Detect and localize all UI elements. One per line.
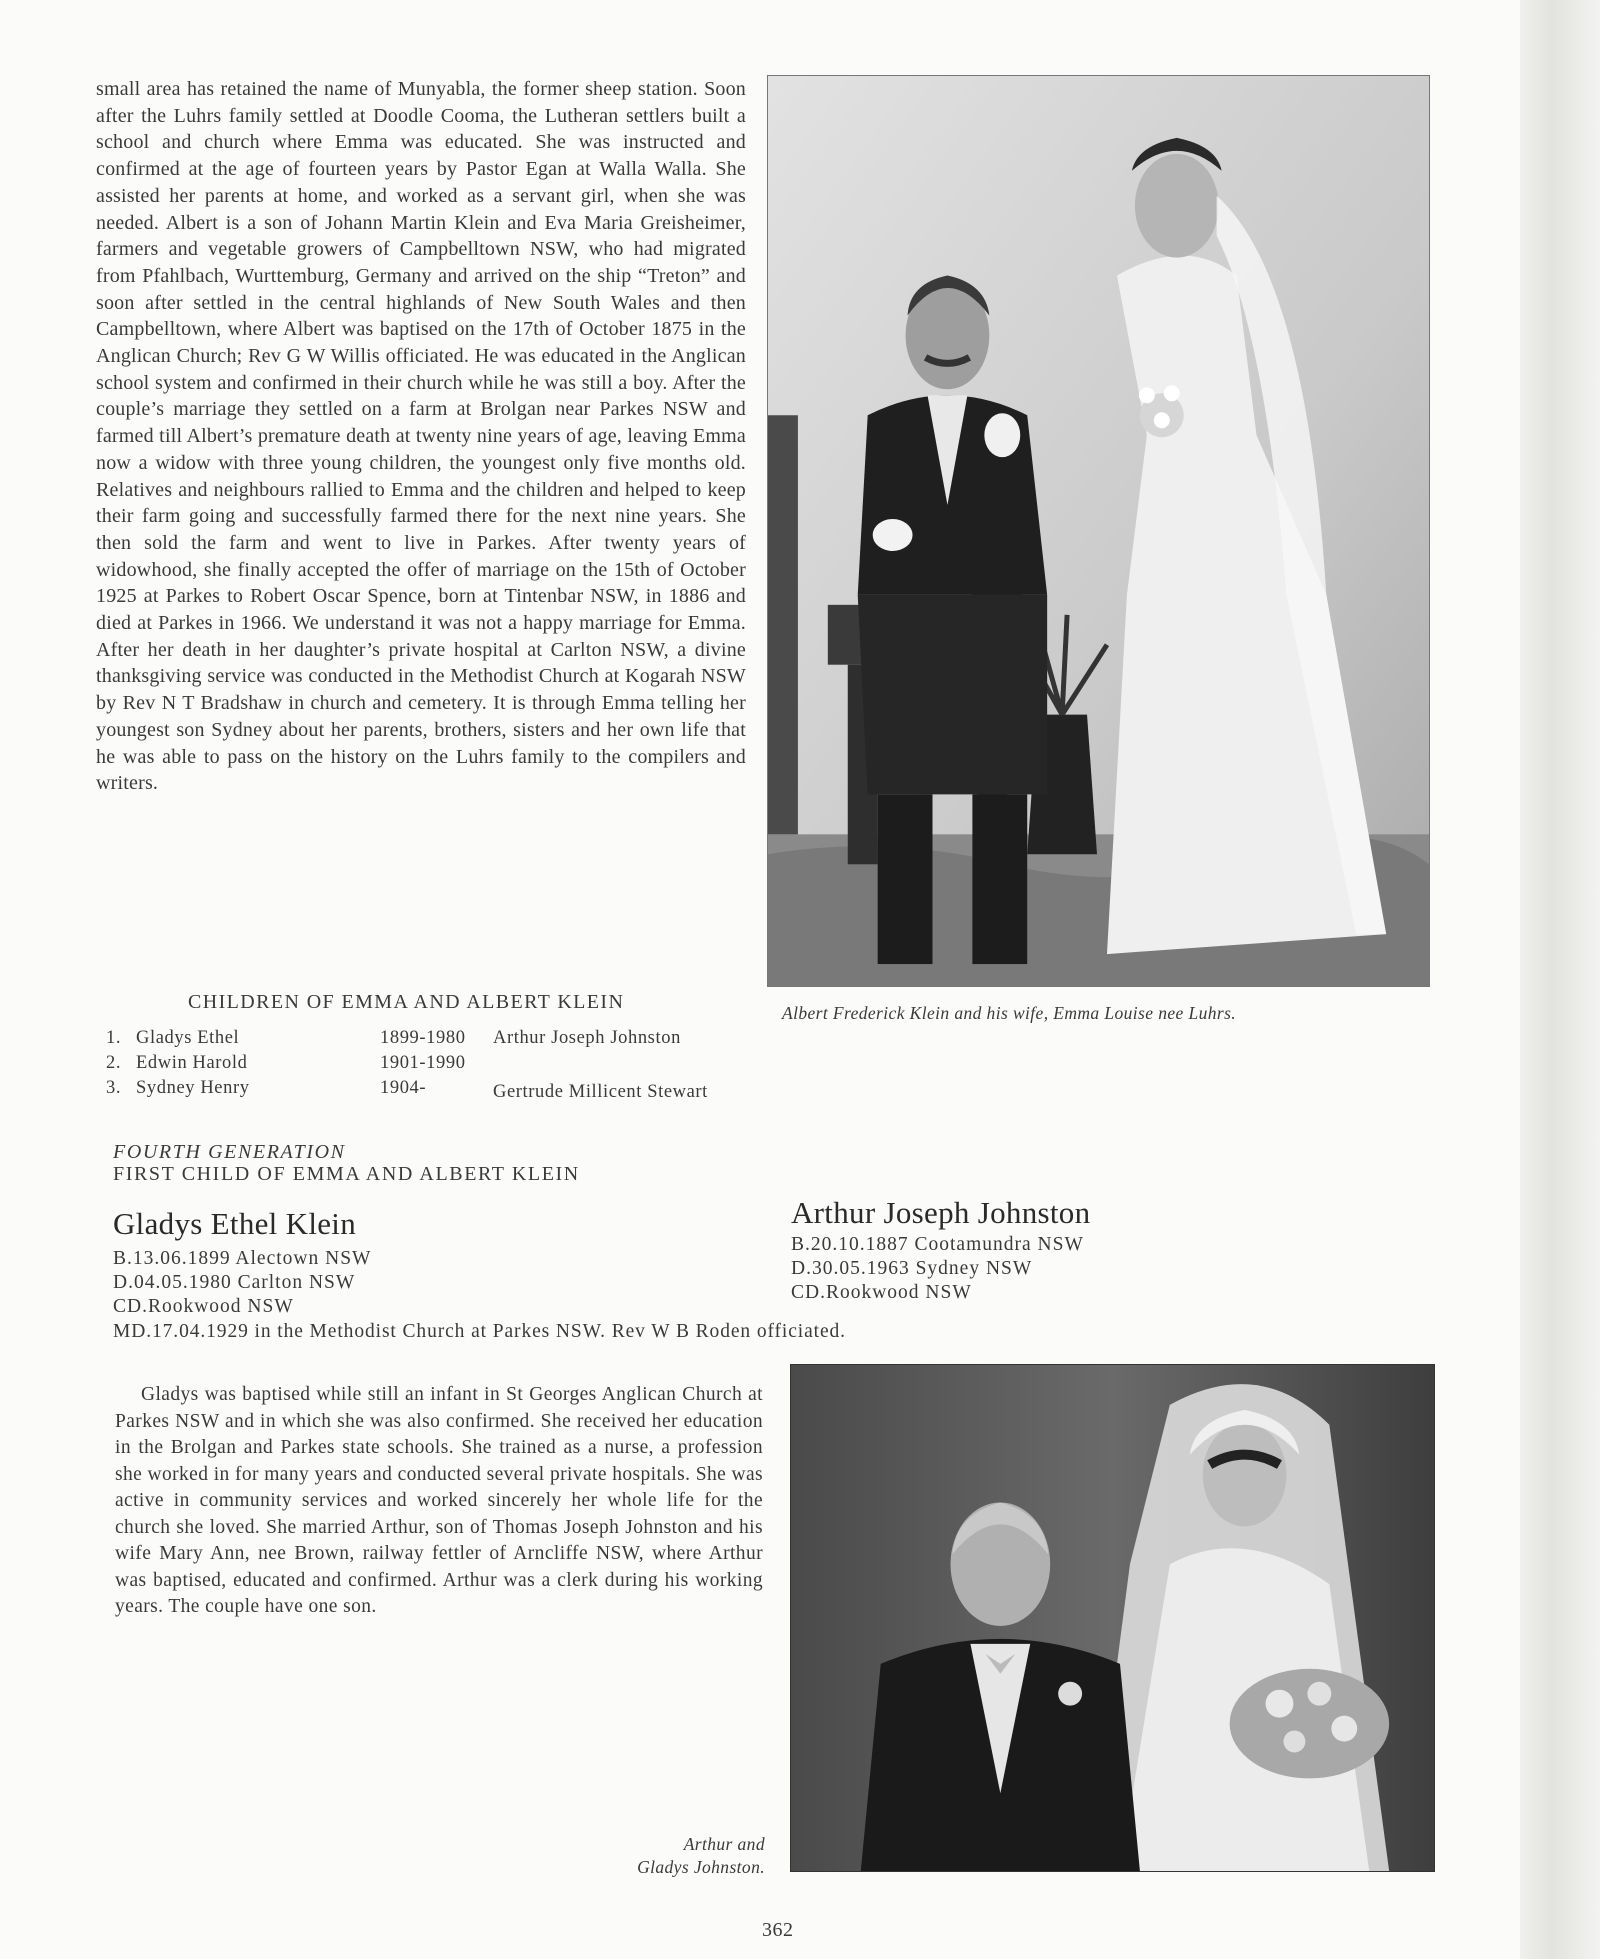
vital-facts-gladys — [113, 1247, 371, 1319]
death-record: D.04.05.1980 Carlton NSW — [113, 1272, 356, 1293]
table-row — [106, 1078, 766, 1107]
photo-caption-klein: Albert Frederick Klein and his wife, Emma Louise nee Luhrs. — [782, 1003, 1237, 1023]
vital-facts-arthur — [791, 1233, 1084, 1305]
intro-text: small area has retained the name of Munyabla, the former sheep station. Soon after the Luhrs family settled at Doodle Cooma, the Lutheran settlers built a school and church where Emma was educated. She was instructed and confirmed at the age of fourteen years by Pastor Egan at Walla Walla. She assisted her parents at home, and worked as a servant girl, when she was needed. Albert is a son of Johann Martin Klein and Eva Maria Greisheimer, farmers and vegetable growers of Campbelltown NSW, who had migrated from Pfahlbach, Wurttemburg, Germany and arrived on the ship “Treton” and soon after settled in the central highlands of New South Wales and then Campbelltown, where Albert was baptised on the 17th of October 1875 in the Anglican Church; Rev G W Willis officiated. He was educated in the Anglican school system and confirmed in their church while he was still a boy. After the couple’s marriage they settled on a farm at Brolgan near Parkes NSW and farmed till Albert’s premature death at twenty nine years of age, leaving Emma now a widow with three young children, the youngest only five months old. Relatives and neighbours rallied to Emma and the children and helped to keep their farm going and successfully farmed there for the next nine years. She then sold the farm and went to live in Parkes. After twenty years of widowhood, she finally accepted the offer of marriage on the 15th of October 1925 at Parkes to Robert Oscar Spence, born at Tintenbar NSW, in 1886 and died at Parkes in 1966. We understand it was not a happy marriage for Emma. After her death in her daughter’s private hospital at Carlton NSW, a divine thanksgiving service was conducted in the Methodist Church at Kogarah NSW by Rev N T Bradshaw in church and cemetery. It is through Emma telling her youngest son Sydney about her parents, brothers, sisters and her own life that he was able to pass on the history on the Luhrs family to the compilers and writers. — [96, 78, 746, 795]
intro-paragraph — [96, 76, 746, 797]
table-row — [106, 1028, 766, 1053]
child-spouse: Gertrude Millicent Stewart — [493, 1082, 708, 1102]
generation-subheading: FIRST CHILD OF EMMA AND ALBERT KLEIN — [113, 1163, 580, 1185]
cemetery-record: CD.Rookwood NSW — [113, 1296, 294, 1317]
photo-caption-johnston — [560, 1833, 765, 1879]
child-years: 1901-1990 — [380, 1053, 466, 1073]
wedding-photo-johnston-image — [791, 1365, 1434, 1871]
caption-line: Gladys Johnston. — [637, 1857, 765, 1877]
children-heading: CHILDREN OF EMMA AND ALBERT KLEIN — [188, 991, 625, 1013]
caption-line: Arthur and — [683, 1834, 765, 1854]
person-name-arthur: Arthur Joseph Johnston — [791, 1195, 1091, 1230]
wedding-photo-klein — [767, 75, 1430, 987]
child-name: Sydney Henry — [136, 1078, 250, 1098]
child-years: 1899-1980 — [380, 1028, 466, 1048]
table-row — [106, 1053, 766, 1078]
page-edge-shadow — [1520, 0, 1600, 1959]
marriage-record: MD.17.04.1929 in the Methodist Church at Parkes NSW. Rev W B Roden officiated. — [113, 1321, 846, 1342]
death-record: D.30.05.1963 Sydney NSW — [791, 1258, 1033, 1279]
child-spouse: Arthur Joseph Johnston — [493, 1028, 681, 1048]
child-name: Edwin Harold — [136, 1053, 248, 1073]
generation-label: FOURTH GENERATION — [113, 1141, 346, 1163]
child-name: Gladys Ethel — [136, 1028, 240, 1048]
children-table — [106, 1028, 766, 1107]
person-name-gladys: Gladys Ethel Klein — [113, 1206, 357, 1241]
wedding-photo-johnston — [790, 1364, 1435, 1872]
child-number: 1. — [106, 1028, 122, 1048]
wedding-photo-klein-image — [768, 76, 1429, 986]
birth-record: B.20.10.1887 Cootamundra NSW — [791, 1234, 1084, 1255]
biography-text: Gladys was baptised while still an infant in St Georges Anglican Church at Parkes NSW and in which she was also confirmed. She received her education in the Brolgan and Parkes state schools. She trained as a nurse, a profession she worked in for many years and conducted several private hospitals. She was active in community services and worked sincerely her whole life for the church she loved. She married Arthur, son of Thomas Joseph Johnston and his wife Mary Ann, nee Brown, railway fettler of Arncliffe NSW, where Arthur was baptised, educated and confirmed. Arthur was a clerk during his working years. The couple have one son. — [115, 1384, 763, 1617]
child-number: 2. — [106, 1053, 122, 1073]
child-spouse — [493, 1053, 766, 1078]
birth-record: B.13.06.1899 Alectown NSW — [113, 1248, 372, 1269]
child-number: 3. — [106, 1078, 122, 1098]
cemetery-record: CD.Rookwood NSW — [791, 1282, 972, 1303]
page-number: 362 — [762, 1919, 794, 1941]
biography-paragraph — [115, 1382, 763, 1621]
child-years: 1904- — [380, 1078, 427, 1098]
